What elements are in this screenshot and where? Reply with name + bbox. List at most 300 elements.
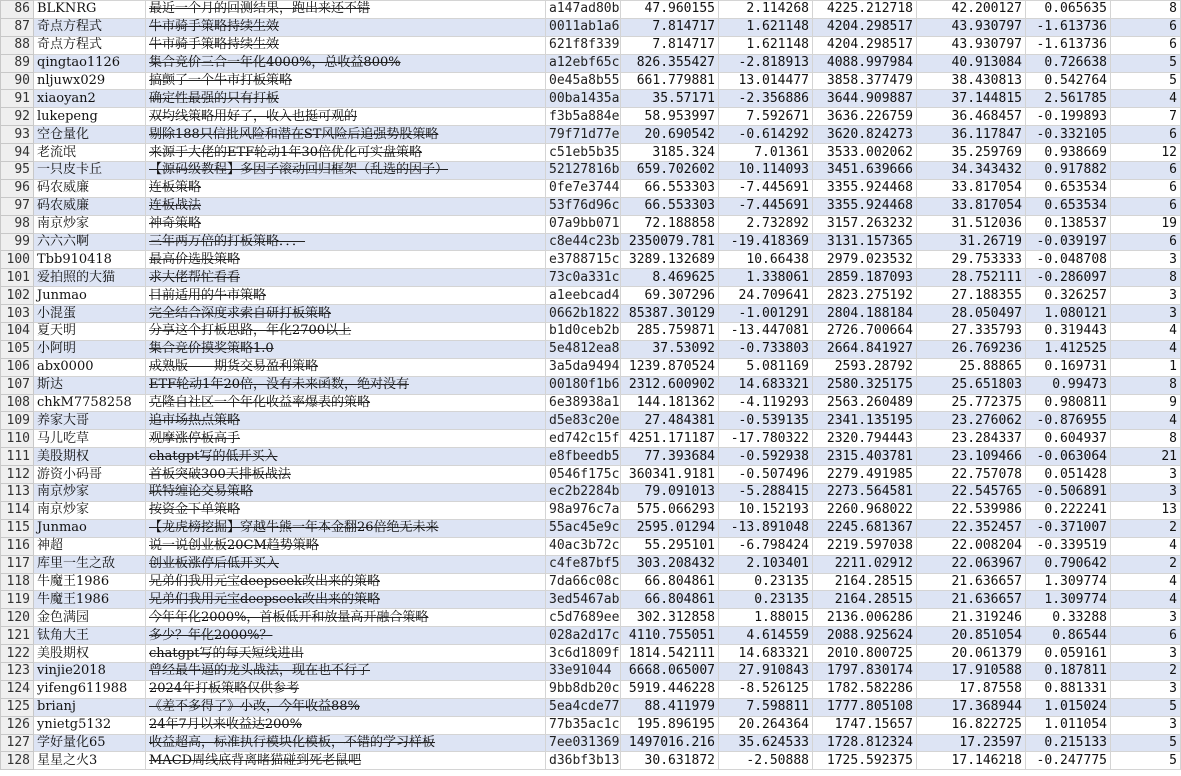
table-row[interactable]: [1, 269, 1181, 287]
row-number[interactable]: 124: [1, 680, 34, 698]
table-row[interactable]: [1, 72, 1181, 90]
title-cell[interactable]: 最高价选股策略: [146, 251, 546, 269]
value-cell[interactable]: 0.065635: [1026, 1, 1111, 19]
row-number[interactable]: 95: [1, 162, 34, 180]
title-cell[interactable]: 牛市骑手策略持续生效: [146, 36, 546, 54]
author-cell[interactable]: 星星之火3: [34, 752, 146, 770]
value-cell[interactable]: 19: [1111, 215, 1181, 233]
value-cell[interactable]: 3: [1111, 609, 1181, 627]
value-cell[interactable]: 35.624533: [719, 734, 813, 752]
value-cell[interactable]: 0.86544: [1026, 627, 1111, 645]
value-cell[interactable]: 0.99473: [1026, 376, 1111, 394]
value-cell[interactable]: 2726.700664: [813, 323, 917, 341]
value-cell[interactable]: -5.288415: [719, 484, 813, 502]
value-cell[interactable]: 3533.002062: [813, 144, 917, 162]
title-cell[interactable]: 观摩涨停板高手: [146, 430, 546, 448]
value-cell[interactable]: 17.23597: [917, 734, 1026, 752]
value-cell[interactable]: 10.114093: [719, 162, 813, 180]
value-cell[interactable]: 1747.15657: [813, 716, 917, 734]
title-cell[interactable]: 创业板涨停后低开买入: [146, 555, 546, 573]
value-cell[interactable]: -0.063064: [1026, 448, 1111, 466]
value-cell[interactable]: -17.780322: [719, 430, 813, 448]
row-number[interactable]: 99: [1, 233, 34, 251]
table-row[interactable]: [1, 108, 1181, 126]
row-number[interactable]: 104: [1, 323, 34, 341]
table-row[interactable]: [1, 519, 1181, 537]
table-row[interactable]: [1, 591, 1181, 609]
value-cell[interactable]: 10.66438: [719, 251, 813, 269]
value-cell[interactable]: 13: [1111, 501, 1181, 519]
title-cell[interactable]: MACD周线底背离睹猫碰到死老鼠吧: [146, 752, 546, 770]
value-cell[interactable]: 66.553303: [621, 197, 719, 215]
value-cell[interactable]: 21: [1111, 448, 1181, 466]
value-cell[interactable]: 4: [1111, 90, 1181, 108]
value-cell[interactable]: -0.506891: [1026, 484, 1111, 502]
value-cell[interactable]: 27.910843: [719, 662, 813, 680]
value-cell[interactable]: -8.526125: [719, 680, 813, 698]
value-cell[interactable]: 33.817054: [917, 179, 1026, 197]
value-cell[interactable]: 34.343432: [917, 162, 1026, 180]
row-number[interactable]: 93: [1, 126, 34, 144]
title-cell[interactable]: 集合竞价摸奖策略1.0: [146, 340, 546, 358]
value-cell[interactable]: -6.798424: [719, 537, 813, 555]
row-number[interactable]: 103: [1, 305, 34, 323]
value-cell[interactable]: 3858.377479: [813, 72, 917, 90]
row-number[interactable]: 107: [1, 376, 34, 394]
value-cell[interactable]: 23.276062: [917, 412, 1026, 430]
value-cell[interactable]: 1.309774: [1026, 591, 1111, 609]
value-cell[interactable]: 25.88865: [917, 358, 1026, 376]
value-cell[interactable]: 1.011054: [1026, 716, 1111, 734]
id-cell[interactable]: 98a976c7a: [546, 501, 621, 519]
table-row[interactable]: [1, 18, 1181, 36]
value-cell[interactable]: 2245.681367: [813, 519, 917, 537]
title-cell[interactable]: ETF轮动1年20倍，没有未来函数，绝对没有: [146, 376, 546, 394]
row-number[interactable]: 119: [1, 591, 34, 609]
value-cell[interactable]: 23.109466: [917, 448, 1026, 466]
value-cell[interactable]: 69.307296: [621, 287, 719, 305]
value-cell[interactable]: 826.355427: [621, 54, 719, 72]
row-number[interactable]: 100: [1, 251, 34, 269]
id-cell[interactable]: 00180f1b6: [546, 376, 621, 394]
value-cell[interactable]: 2164.28515: [813, 591, 917, 609]
table-row[interactable]: [1, 734, 1181, 752]
value-cell[interactable]: 3: [1111, 645, 1181, 663]
value-cell[interactable]: 0.33288: [1026, 609, 1111, 627]
id-cell[interactable]: c8e44c23b: [546, 233, 621, 251]
value-cell[interactable]: 2: [1111, 662, 1181, 680]
author-cell[interactable]: 神超: [34, 537, 146, 555]
title-cell[interactable]: 克隆自社区一个年化收益率爆表的策略: [146, 394, 546, 412]
title-cell[interactable]: 按资金下单策略: [146, 501, 546, 519]
value-cell[interactable]: 0.326257: [1026, 287, 1111, 305]
value-cell[interactable]: 4251.171187: [621, 430, 719, 448]
value-cell[interactable]: 5: [1111, 734, 1181, 752]
value-cell[interactable]: 2312.600902: [621, 376, 719, 394]
value-cell[interactable]: 6668.065007: [621, 662, 719, 680]
value-cell[interactable]: 2.732892: [719, 215, 813, 233]
row-number[interactable]: 122: [1, 645, 34, 663]
value-cell[interactable]: 22.757078: [917, 466, 1026, 484]
id-cell[interactable]: e3788715c: [546, 251, 621, 269]
row-number[interactable]: 111: [1, 448, 34, 466]
title-cell[interactable]: 确定性最强的只有打板: [146, 90, 546, 108]
id-cell[interactable]: 621f8f339: [546, 36, 621, 54]
author-cell[interactable]: Junmao: [34, 519, 146, 537]
value-cell[interactable]: -0.539135: [719, 412, 813, 430]
row-number[interactable]: 97: [1, 197, 34, 215]
value-cell[interactable]: 28.752111: [917, 269, 1026, 287]
title-cell[interactable]: 分享这个打板思路，年化2700以上: [146, 323, 546, 341]
value-cell[interactable]: 66.804861: [621, 573, 719, 591]
id-cell[interactable]: 79f71d77e: [546, 126, 621, 144]
value-cell[interactable]: -0.286097: [1026, 269, 1111, 287]
value-cell[interactable]: -0.199893: [1026, 108, 1111, 126]
id-cell[interactable]: 6e38938a1: [546, 394, 621, 412]
value-cell[interactable]: 21.636657: [917, 573, 1026, 591]
id-cell[interactable]: 0fe7e3744: [546, 179, 621, 197]
value-cell[interactable]: 38.430813: [917, 72, 1026, 90]
value-cell[interactable]: 24.709641: [719, 287, 813, 305]
id-cell[interactable]: 028a2d17c: [546, 627, 621, 645]
value-cell[interactable]: -4.119293: [719, 394, 813, 412]
value-cell[interactable]: 3157.263232: [813, 215, 917, 233]
author-cell[interactable]: 老流氓: [34, 144, 146, 162]
value-cell[interactable]: 4: [1111, 573, 1181, 591]
title-cell[interactable]: 成熟版——期货交易盈利策略: [146, 358, 546, 376]
value-cell[interactable]: 58.953997: [621, 108, 719, 126]
value-cell[interactable]: 1.621148: [719, 36, 813, 54]
value-cell[interactable]: 8: [1111, 376, 1181, 394]
table-row[interactable]: [1, 609, 1181, 627]
value-cell[interactable]: 4: [1111, 340, 1181, 358]
value-cell[interactable]: 10.152193: [719, 501, 813, 519]
value-cell[interactable]: -0.733803: [719, 340, 813, 358]
value-cell[interactable]: 0.059161: [1026, 645, 1111, 663]
value-cell[interactable]: 2219.597038: [813, 537, 917, 555]
value-cell[interactable]: 14.683321: [719, 376, 813, 394]
value-cell[interactable]: 26.769236: [917, 340, 1026, 358]
title-cell[interactable]: 联特缠论交易策略: [146, 484, 546, 502]
value-cell[interactable]: 3: [1111, 305, 1181, 323]
table-row[interactable]: [1, 412, 1181, 430]
value-cell[interactable]: 575.066293: [621, 501, 719, 519]
table-row[interactable]: [1, 126, 1181, 144]
value-cell[interactable]: 66.804861: [621, 591, 719, 609]
value-cell[interactable]: 2.103401: [719, 555, 813, 573]
value-cell[interactable]: 17.146218: [917, 752, 1026, 770]
value-cell[interactable]: 12: [1111, 144, 1181, 162]
row-number[interactable]: 126: [1, 716, 34, 734]
value-cell[interactable]: 30.631872: [621, 752, 719, 770]
value-cell[interactable]: 0.917882: [1026, 162, 1111, 180]
value-cell[interactable]: 1.621148: [719, 18, 813, 36]
id-cell[interactable]: f3b5a884e: [546, 108, 621, 126]
title-cell[interactable]: 求大佬帮忙看看: [146, 269, 546, 287]
title-cell[interactable]: 来源于大佬的ETF轮动1年30倍优化可实盘策略: [146, 144, 546, 162]
author-cell[interactable]: 奇点方程式: [34, 18, 146, 36]
value-cell[interactable]: 4: [1111, 412, 1181, 430]
value-cell[interactable]: 3289.132689: [621, 251, 719, 269]
id-cell[interactable]: 0546f175c: [546, 466, 621, 484]
value-cell[interactable]: 6: [1111, 179, 1181, 197]
value-cell[interactable]: 7: [1111, 108, 1181, 126]
title-cell[interactable]: 三年两万倍的打板策略．．．: [146, 233, 546, 251]
value-cell[interactable]: 1.080121: [1026, 305, 1111, 323]
title-cell[interactable]: 24年7月以来收益达200%: [146, 716, 546, 734]
table-row[interactable]: [1, 698, 1181, 716]
row-number[interactable]: 88: [1, 36, 34, 54]
row-number[interactable]: 114: [1, 501, 34, 519]
table-row[interactable]: [1, 501, 1181, 519]
author-cell[interactable]: 码农威廉: [34, 197, 146, 215]
value-cell[interactable]: 85387.30129: [621, 305, 719, 323]
author-cell[interactable]: 六六六啊: [34, 233, 146, 251]
row-number[interactable]: 110: [1, 430, 34, 448]
value-cell[interactable]: 20.061379: [917, 645, 1026, 663]
value-cell[interactable]: 31.512036: [917, 215, 1026, 233]
value-cell[interactable]: 1.412525: [1026, 340, 1111, 358]
table-row[interactable]: [1, 251, 1181, 269]
value-cell[interactable]: 144.181362: [621, 394, 719, 412]
value-cell[interactable]: 303.208432: [621, 555, 719, 573]
author-cell[interactable]: 南京炒家: [34, 501, 146, 519]
title-cell[interactable]: 兄弟们我用元宝deepseek改出来的策略: [146, 573, 546, 591]
value-cell[interactable]: 285.759871: [621, 323, 719, 341]
table-row[interactable]: [1, 752, 1181, 770]
row-number[interactable]: 125: [1, 698, 34, 716]
author-cell[interactable]: 空仓量化: [34, 126, 146, 144]
value-cell[interactable]: 0.726638: [1026, 54, 1111, 72]
value-cell[interactable]: 43.930797: [917, 18, 1026, 36]
id-cell[interactable]: 77b35ac1c: [546, 716, 621, 734]
value-cell[interactable]: 659.702602: [621, 162, 719, 180]
value-cell[interactable]: 0.319443: [1026, 323, 1111, 341]
row-number[interactable]: 109: [1, 412, 34, 430]
id-cell[interactable]: ed742c15f: [546, 430, 621, 448]
value-cell[interactable]: 43.930797: [917, 36, 1026, 54]
title-cell[interactable]: 首板突破300天排板战法: [146, 466, 546, 484]
author-cell[interactable]: 斯达: [34, 376, 146, 394]
value-cell[interactable]: 3: [1111, 680, 1181, 698]
value-cell[interactable]: 0.980811: [1026, 394, 1111, 412]
value-cell[interactable]: 2580.325175: [813, 376, 917, 394]
value-cell[interactable]: 2273.564581: [813, 484, 917, 502]
table-row[interactable]: [1, 144, 1181, 162]
table-row[interactable]: [1, 394, 1181, 412]
value-cell[interactable]: 1797.830174: [813, 662, 917, 680]
title-cell[interactable]: 《差不多得了》小改，今年收益88%: [146, 698, 546, 716]
value-cell[interactable]: 2563.260489: [813, 394, 917, 412]
value-cell[interactable]: 2.561785: [1026, 90, 1111, 108]
id-cell[interactable]: 00ba1435a: [546, 90, 621, 108]
value-cell[interactable]: 8: [1111, 430, 1181, 448]
value-cell[interactable]: -13.891048: [719, 519, 813, 537]
value-cell[interactable]: -2.50888: [719, 752, 813, 770]
value-cell[interactable]: 88.411979: [621, 698, 719, 716]
id-cell[interactable]: ec2b2284b: [546, 484, 621, 502]
value-cell[interactable]: -0.339519: [1026, 537, 1111, 555]
title-cell[interactable]: 今年年化2000%，首板低开和放量高开融合策略: [146, 609, 546, 627]
row-number[interactable]: 96: [1, 179, 34, 197]
table-row[interactable]: [1, 323, 1181, 341]
value-cell[interactable]: 3: [1111, 251, 1181, 269]
id-cell[interactable]: 40ac3b72c: [546, 537, 621, 555]
id-cell[interactable]: 33e91044: [546, 662, 621, 680]
title-cell[interactable]: 剔除188只信批风险和潜在ST风险后追强势股策略: [146, 126, 546, 144]
value-cell[interactable]: -1.001291: [719, 305, 813, 323]
author-cell[interactable]: 小混蛋: [34, 305, 146, 323]
value-cell[interactable]: 4225.212718: [813, 1, 917, 19]
value-cell[interactable]: 0.790642: [1026, 555, 1111, 573]
id-cell[interactable]: 3c6d1809f: [546, 645, 621, 663]
author-cell[interactable]: nljuwx029: [34, 72, 146, 90]
value-cell[interactable]: 66.553303: [621, 179, 719, 197]
value-cell[interactable]: -0.039197: [1026, 233, 1111, 251]
author-cell[interactable]: 牛魔王1986: [34, 591, 146, 609]
value-cell[interactable]: 5: [1111, 54, 1181, 72]
value-cell[interactable]: 7.814717: [621, 36, 719, 54]
value-cell[interactable]: 33.817054: [917, 197, 1026, 215]
row-number[interactable]: 112: [1, 466, 34, 484]
author-cell[interactable]: brianj: [34, 698, 146, 716]
value-cell[interactable]: 20.851054: [917, 627, 1026, 645]
value-cell[interactable]: 2088.925624: [813, 627, 917, 645]
table-row[interactable]: [1, 680, 1181, 698]
value-cell[interactable]: 0.938669: [1026, 144, 1111, 162]
author-cell[interactable]: 爱拍照的大猫: [34, 269, 146, 287]
value-cell[interactable]: 0.23135: [719, 573, 813, 591]
value-cell[interactable]: 0.215133: [1026, 734, 1111, 752]
value-cell[interactable]: 22.063967: [917, 555, 1026, 573]
value-cell[interactable]: 3620.824273: [813, 126, 917, 144]
value-cell[interactable]: 36.117847: [917, 126, 1026, 144]
value-cell[interactable]: 4110.755051: [621, 627, 719, 645]
value-cell[interactable]: 20.690542: [621, 126, 719, 144]
value-cell[interactable]: 21.636657: [917, 591, 1026, 609]
value-cell[interactable]: 1777.805108: [813, 698, 917, 716]
id-cell[interactable]: 73c0a331c: [546, 269, 621, 287]
value-cell[interactable]: 5: [1111, 752, 1181, 770]
value-cell[interactable]: 4.614559: [719, 627, 813, 645]
author-cell[interactable]: 养家大哥: [34, 412, 146, 430]
value-cell[interactable]: 0.051428: [1026, 466, 1111, 484]
row-number[interactable]: 86: [1, 1, 34, 19]
value-cell[interactable]: 6: [1111, 627, 1181, 645]
value-cell[interactable]: 7.814717: [621, 18, 719, 36]
id-cell[interactable]: 5ea4cde77: [546, 698, 621, 716]
author-cell[interactable]: xiaoyan2: [34, 90, 146, 108]
value-cell[interactable]: 79.091013: [621, 484, 719, 502]
value-cell[interactable]: 4: [1111, 323, 1181, 341]
title-cell[interactable]: 曾经最牛逼的龙头战法，现在也不行了: [146, 662, 546, 680]
id-cell[interactable]: a1eebcad4: [546, 287, 621, 305]
id-cell[interactable]: c51eb5b35: [546, 144, 621, 162]
value-cell[interactable]: 7.598811: [719, 698, 813, 716]
value-cell[interactable]: 302.312858: [621, 609, 719, 627]
id-cell[interactable]: d5e83c20e: [546, 412, 621, 430]
row-number[interactable]: 94: [1, 144, 34, 162]
value-cell[interactable]: 55.295101: [621, 537, 719, 555]
table-row[interactable]: [1, 555, 1181, 573]
value-cell[interactable]: 25.651803: [917, 376, 1026, 394]
value-cell[interactable]: 2320.794443: [813, 430, 917, 448]
value-cell[interactable]: 195.896195: [621, 716, 719, 734]
value-cell[interactable]: 0.653534: [1026, 197, 1111, 215]
value-cell[interactable]: 0.23135: [719, 591, 813, 609]
value-cell[interactable]: 3451.639666: [813, 162, 917, 180]
author-cell[interactable]: Junmao: [34, 287, 146, 305]
author-cell[interactable]: chkM7758258: [34, 394, 146, 412]
value-cell[interactable]: 27.188355: [917, 287, 1026, 305]
value-cell[interactable]: 22.008204: [917, 537, 1026, 555]
value-cell[interactable]: 22.352457: [917, 519, 1026, 537]
value-cell[interactable]: -1.613736: [1026, 18, 1111, 36]
table-row[interactable]: [1, 358, 1181, 376]
row-number[interactable]: 113: [1, 484, 34, 502]
table-row[interactable]: [1, 448, 1181, 466]
row-number[interactable]: 128: [1, 752, 34, 770]
title-cell[interactable]: 说一说创业板20CM趋势策略: [146, 537, 546, 555]
value-cell[interactable]: 0.542764: [1026, 72, 1111, 90]
value-cell[interactable]: 17.368944: [917, 698, 1026, 716]
author-cell[interactable]: ynietg5132: [34, 716, 146, 734]
table-row[interactable]: [1, 36, 1181, 54]
value-cell[interactable]: 0.653534: [1026, 179, 1111, 197]
value-cell[interactable]: 7.01361: [719, 144, 813, 162]
id-cell[interactable]: a147ad80b: [546, 1, 621, 19]
author-cell[interactable]: qingtao1126: [34, 54, 146, 72]
value-cell[interactable]: 4: [1111, 591, 1181, 609]
title-cell[interactable]: 牛市骑手策略持续生效: [146, 18, 546, 36]
title-cell[interactable]: 【龙虎榜挖掘】穿越牛熊一年本金翻26倍绝无未来: [146, 519, 546, 537]
table-row[interactable]: [1, 645, 1181, 663]
value-cell[interactable]: 37.144815: [917, 90, 1026, 108]
row-number[interactable]: 106: [1, 358, 34, 376]
id-cell[interactable]: 53f76d96c: [546, 197, 621, 215]
value-cell[interactable]: 6: [1111, 126, 1181, 144]
value-cell[interactable]: 35.259769: [917, 144, 1026, 162]
title-cell[interactable]: 搞颤了一个牛市打板策略: [146, 72, 546, 90]
value-cell[interactable]: 4204.298517: [813, 36, 917, 54]
id-cell[interactable]: 0662b1822: [546, 305, 621, 323]
value-cell[interactable]: 1: [1111, 358, 1181, 376]
row-number[interactable]: 87: [1, 18, 34, 36]
id-cell[interactable]: 0e45a8b55: [546, 72, 621, 90]
table-row[interactable]: [1, 233, 1181, 251]
value-cell[interactable]: 0.138537: [1026, 215, 1111, 233]
title-cell[interactable]: 兄弟们我用元宝deepseek改出来的策略: [146, 591, 546, 609]
row-number[interactable]: 101: [1, 269, 34, 287]
row-number[interactable]: 105: [1, 340, 34, 358]
author-cell[interactable]: 金色满园: [34, 609, 146, 627]
id-cell[interactable]: 3ed5467ab: [546, 591, 621, 609]
value-cell[interactable]: 47.960155: [621, 1, 719, 19]
value-cell[interactable]: 3644.909887: [813, 90, 917, 108]
author-cell[interactable]: 南京炒家: [34, 484, 146, 502]
id-cell[interactable]: 0011ab1a6: [546, 18, 621, 36]
value-cell[interactable]: 25.772375: [917, 394, 1026, 412]
row-number[interactable]: 89: [1, 54, 34, 72]
row-number[interactable]: 127: [1, 734, 34, 752]
author-cell[interactable]: 牛魔王1986: [34, 573, 146, 591]
author-cell[interactable]: vinjie2018: [34, 662, 146, 680]
value-cell[interactable]: -0.332105: [1026, 126, 1111, 144]
value-cell[interactable]: 2: [1111, 555, 1181, 573]
value-cell[interactable]: 2804.188184: [813, 305, 917, 323]
value-cell[interactable]: 3: [1111, 716, 1181, 734]
row-number[interactable]: 108: [1, 394, 34, 412]
